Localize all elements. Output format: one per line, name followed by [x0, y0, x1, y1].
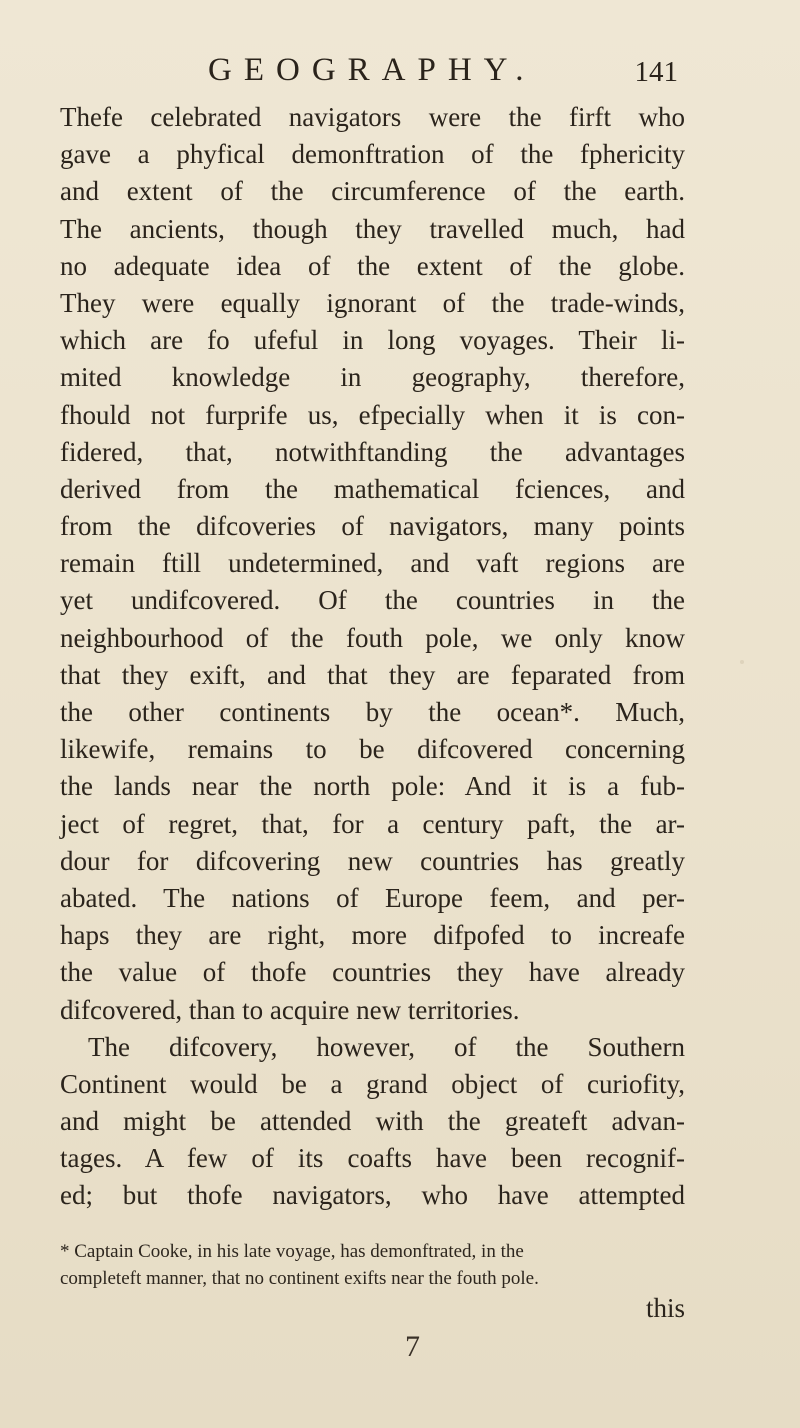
- text-line: mited knowledge in geography, therefore,: [60, 362, 685, 393]
- text-line: derived from the mathematical fciences, and: [60, 473, 685, 504]
- page-header: [208, 52, 678, 92]
- text-line: ed; but thofe navigators, who have attempted: [60, 1180, 685, 1211]
- text-line: which are fo ufeful in long voyages. Their li-: [60, 325, 685, 356]
- text-line: dour for difcovering new countries has greatly: [60, 845, 685, 876]
- text-line: the value of thofe countries they have already: [60, 957, 685, 988]
- text-line: likewife, remains to be difcovered concerning: [60, 734, 685, 765]
- footnote: [60, 1238, 685, 1292]
- text-line: neighbourhood of the fouth pole, we only know: [60, 622, 685, 653]
- text-line: no adequate idea of the extent of the globe.: [60, 250, 685, 281]
- text-line: yet undifcovered. Of the countries in the: [60, 585, 685, 616]
- page-number: 141: [634, 56, 678, 88]
- catchword: this: [645, 1293, 685, 1323]
- text-line: fhould not furprife us, efpecially when it is con-: [60, 399, 685, 430]
- text-line: fidered, that, notwithftanding the advantages: [60, 436, 685, 467]
- text-line: remain ftill undetermined, and vaft regions are: [60, 548, 685, 579]
- text-line: from the difcoveries of navigators, many points: [60, 511, 685, 542]
- text-line: the lands near the north pole: And it is a fub-: [60, 771, 685, 802]
- text-line: and extent of the circumference of the earth.: [60, 176, 685, 207]
- text-line: tages. A few of its coafts have been recognif-: [60, 1143, 685, 1174]
- text-line: haps they are right, more difpofed to increafe: [60, 920, 685, 951]
- text-line: and might be attended with the greateft advan-: [60, 1106, 685, 1137]
- text-line: The ancients, though they travelled much, had: [60, 213, 685, 244]
- text-line: Thefe celebrated navigators were the firft who: [60, 102, 685, 132]
- footnote-line: completeft manner, that no continent exifts near the fouth pole.: [60, 1268, 539, 1289]
- text-line: the other continents by the ocean*. Much,: [60, 697, 685, 727]
- text-line: difcovered, than to acquire new territories.: [60, 994, 520, 1025]
- footnote-line: * Captain Cooke, in his late voyage, has demonftrated, in the: [60, 1241, 524, 1262]
- text-line: that they exift, and that they are feparated from: [60, 659, 685, 690]
- text-line: They were equally ignorant of the trade-winds,: [60, 287, 685, 318]
- text-line: Continent would be a grand object of curiofity,: [60, 1068, 685, 1099]
- text-line: The difcovery, however, of the Southern: [88, 1031, 685, 1062]
- paper-spot: [740, 660, 744, 664]
- running-head: GEOGRAPHY.: [208, 52, 536, 88]
- text-line: gave a phyfical demonftration of the fphericity: [60, 139, 685, 170]
- body-text: [60, 99, 685, 1215]
- signature-mark: 7: [405, 1330, 420, 1363]
- text-line: ject of regret, that, for a century paft, the ar-: [60, 808, 685, 839]
- text-line: abated. The nations of Europe feem, and per-: [60, 882, 685, 913]
